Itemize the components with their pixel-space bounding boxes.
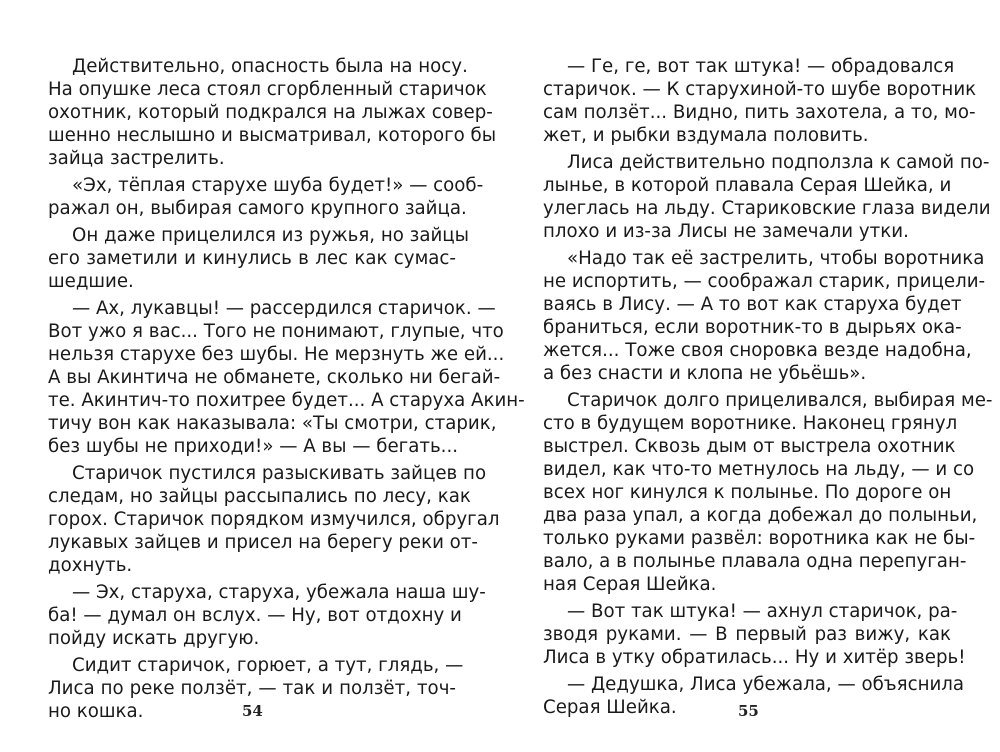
text-line: сто в будущем воротнике. Наконец грянул [543,413,958,434]
text-line: старичок. — К старухиной-то шубе воротник [543,79,977,100]
text-line: Вот ужо я вас... Того не понимают, глупые, что [48,321,504,342]
paragraph [543,600,966,669]
text-line: без шубы не приходи!» — А вы — бегать... [48,436,459,457]
text-line: шенно неслышно и высматривал, которого бы [48,125,497,146]
text-line: только руками развёл: воротника как не бы- [543,528,976,549]
text-line: — Дедушка, Лиса убежала, — объяснила [567,674,965,695]
paragraph [543,389,993,596]
text-line: ная Серая Шейка. [543,574,717,595]
text-line: не испортить, — соображал старик, прицели- [543,271,986,292]
text-line: следам, но зайцы рассыпались по лесу, как [48,486,471,507]
text-line: «Надо так её застрелить, чтобы воротника [567,248,985,269]
text-line: зайца застрелить. [48,148,225,169]
text-line: Старичок пустился разыскивать зайцев по [72,463,487,484]
paragraph [543,247,986,385]
text-line: два раза упал, а когда добежал до полыньи, [543,505,978,526]
text-line: выстрел. Сквозь дым от выстрела охотник [543,436,956,457]
text-line: — Ах, лукавцы! — рассердился старичок. — [72,298,496,319]
text-line: жет, и рыбки вздумала половить. [543,125,869,146]
text-line: Действительно, опасность была на носу. [72,56,468,77]
text-line: — Эх, старуха, старуха, убежала наша шу- [72,582,486,603]
left-page-number: 54 [242,702,263,720]
text-line: Он даже прицелился из ружья, но зайцы [72,225,470,246]
text-line: улеглась на льду. Стариковские глаза видели [543,198,991,219]
text-line: шедшие. [48,271,134,292]
paragraph [48,581,486,650]
text-line: пойду искать другую. [48,628,260,649]
paragraph [543,55,977,147]
text-line: плохо и из-за Лисы не замечали утки. [543,221,909,242]
text-line: лынье, в которой плавала Серая Шейка, и [543,175,952,196]
paragraph [48,297,525,458]
text-line: — Ге, ге, вот так штука! — обрадовался [567,56,955,77]
text-line: горох. Старичок порядком измучился, обругал [48,509,500,530]
right-page-number: 55 [738,702,759,720]
text-line: Лиса действительно подползла к самой по- [567,152,990,173]
text-line: Сидит старичок, горюет, а тут, глядь, — [72,655,464,676]
right-page-text [543,55,993,723]
text-line: ражал он, выбирая самого крупного зайца. [48,198,467,219]
text-line: те. Акинтич-то похитрее будет... А старуха Акин- [48,390,525,411]
text-line: вало, а в полынье плавала одна перепуган- [543,551,967,572]
text-line: ба! — думал он вслух. — Ну, вот отдохну и [48,605,462,626]
text-line: ваясь в Лису. — А то вот как старуха будет [543,294,962,315]
text-line: Лиса по реке ползёт, — так и ползёт, точ- [48,678,456,699]
text-line: А вы Акинтича не обманете, сколько ни бегай- [48,367,501,388]
text-line: нельзя старухе без шубы. Не мерзнуть же ей... [48,344,505,365]
text-line: дохнуть. [48,555,133,576]
text-line: — Вот так штука! — ахнул старичок, ра- [567,601,958,622]
text-line: всех ног кинулся к полынье. По дороге он [543,482,952,503]
text-line: жется... Тоже своя сноровка везде надобна, [543,340,972,361]
paragraph [543,151,991,243]
text-line: его заметили и кинулись в лес как сумас- [48,248,456,269]
text-line: зводя руками. — В первый раз вижу, как [543,624,951,645]
text-line: а без снасти и клопа не убьёшь». [543,363,867,384]
paragraph [48,462,500,577]
text-line: Лиса в утку обратилась... Ну и хитёр зверь! [543,647,966,668]
text-line: Серая Шейка. [543,697,677,718]
text-line: Старичок долго прицеливался, выбирая ме- [567,390,993,411]
text-line: но кошка. [48,701,144,722]
text-line: видел, как что-то метнулось на льду, — и со [543,459,975,480]
text-line: «Эх, тёплая старухе шуба будет!» — сооб- [72,175,484,196]
text-line: лукавых зайцев и присел на берегу реки от- [48,532,478,553]
paragraph [48,174,484,220]
text-line: сам ползёт... Видно, пить захотела, а то, мо- [543,102,976,123]
left-page-text [48,55,525,727]
paragraph [48,55,497,170]
paragraph [48,224,470,293]
text-line: На опушке леса стоял сгорбленный старичок [48,79,487,100]
text-line: браниться, если воротник-то в дырьях ока- [543,317,962,338]
text-line: тичу вон как наказывала: «Ты смотри, старик, [48,413,497,434]
text-line: охотник, который подкрался на лыжах совер- [48,102,493,123]
